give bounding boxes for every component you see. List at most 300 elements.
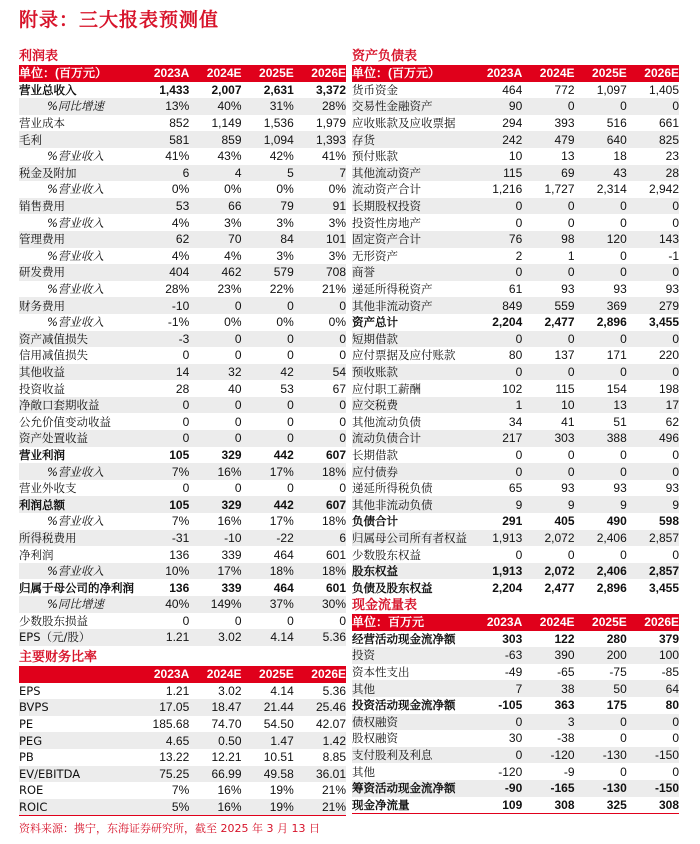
row-label: 利润总额 — [19, 496, 137, 513]
row-value: 0 — [189, 430, 241, 447]
row-value: 17% — [242, 463, 294, 480]
row-value: 0 — [294, 397, 346, 414]
row-label: BVPS — [19, 699, 137, 716]
row-value: 0 — [137, 430, 189, 447]
row-value: 0 — [287, 481, 294, 496]
row-value: 1,913 — [470, 530, 522, 547]
row-label: 资产减值损失 — [19, 331, 137, 348]
row-value: -120 — [522, 747, 574, 764]
row-label: ROIC — [19, 799, 137, 816]
row-label: %营业收入 — [47, 215, 104, 230]
row-label: 其他非流动资产 — [352, 297, 470, 314]
row-label: 无形资产 — [352, 248, 398, 263]
row-value: 0 — [620, 447, 627, 462]
row-value: 607 — [294, 496, 346, 513]
table-row — [19, 148, 346, 165]
row-label: EPS（元/股） — [19, 629, 137, 646]
row-value: 0 — [522, 98, 574, 115]
row-label: 投资活动现金流净额 — [352, 698, 456, 713]
row-value: 3 — [522, 714, 574, 731]
row-value: 0 — [522, 364, 574, 381]
row-value: 101 — [294, 231, 346, 248]
row-value: 18 — [613, 149, 627, 164]
row-label: %营业收入 — [47, 315, 104, 330]
row-label: 信用减值损失 — [19, 348, 88, 363]
row-label: 投资 — [352, 647, 470, 664]
row-value: 40% — [189, 98, 241, 115]
row-value: 0 — [575, 331, 627, 348]
row-value: 28 — [627, 165, 679, 182]
table-row — [352, 530, 679, 547]
table-row — [19, 563, 346, 580]
row-value: 852 — [169, 116, 190, 131]
cash-flow-statement — [352, 597, 679, 814]
year-header: 2024E — [522, 614, 574, 631]
row-label: PEG — [19, 732, 137, 749]
table-row — [352, 248, 679, 265]
row-value: 0 — [567, 547, 575, 562]
row-value: -120 — [498, 764, 523, 779]
row-value: 43 — [575, 165, 627, 182]
table-row — [352, 231, 679, 248]
row-value: 171 — [606, 348, 627, 363]
row-value: 38 — [522, 680, 574, 697]
row-label: 长期股权投资 — [352, 198, 470, 215]
table-row — [352, 714, 679, 731]
row-label: 长期借款 — [352, 447, 398, 462]
row-label: 研发费用 — [19, 264, 137, 281]
row-value: 1,094 — [242, 131, 294, 148]
table-row — [19, 331, 346, 348]
row-value: 849 — [470, 297, 522, 314]
row-value: -31 — [137, 530, 189, 547]
row-label: 货币资金 — [352, 82, 398, 97]
balance-table — [352, 65, 679, 596]
table-row — [352, 797, 679, 814]
row-value: 479 — [522, 131, 574, 148]
row-value: 137 — [554, 348, 575, 363]
row-value: 105 — [137, 496, 189, 513]
row-value: -75 — [609, 665, 627, 680]
year-header: 2025E — [575, 65, 627, 82]
row-value: 102 — [502, 381, 523, 396]
row-value: 496 — [627, 430, 679, 447]
year-header: 2023A — [137, 666, 189, 683]
row-value: 41 — [561, 414, 575, 429]
row-value: 339 — [221, 580, 242, 595]
table-row — [19, 264, 346, 281]
row-value: 1.21 — [165, 683, 190, 698]
row-value: 3% — [224, 215, 242, 230]
row-value: -9 — [563, 764, 575, 779]
row-value: 462 — [189, 264, 241, 281]
row-value: 74.70 — [211, 717, 242, 732]
row-value: 294 — [502, 116, 523, 131]
row-value: 0 — [627, 331, 679, 348]
row-value: 93 — [561, 282, 575, 297]
table-row — [352, 780, 679, 797]
row-value: 859 — [189, 131, 241, 148]
row-value: 4.14 — [242, 629, 294, 646]
table-row — [352, 413, 679, 430]
row-value: 291 — [502, 514, 523, 529]
row-value: 80 — [508, 348, 523, 363]
row-value: 7% — [137, 463, 189, 480]
row-value: 0 — [242, 397, 294, 414]
row-value: 1.21 — [137, 629, 189, 646]
table-row — [19, 314, 346, 331]
row-value: 200 — [575, 647, 627, 664]
row-value: 40% — [137, 596, 189, 613]
row-value: 369 — [575, 297, 627, 314]
row-value: 3,455 — [648, 315, 679, 330]
row-value: -63 — [470, 647, 522, 664]
row-value: 17.05 — [137, 699, 189, 716]
row-value: 390 — [522, 647, 574, 664]
row-value: 19% — [242, 799, 294, 816]
row-value: 14 — [137, 364, 189, 381]
row-value: 7% — [171, 783, 190, 798]
row-label: 应交税费 — [352, 397, 470, 414]
table-header-row — [19, 666, 346, 683]
row-label: 筹资活动现金流净额 — [352, 780, 470, 797]
row-value: 308 — [658, 797, 679, 812]
row-value: 3% — [276, 248, 294, 263]
row-value: 0 — [627, 98, 679, 115]
row-value: 490 — [606, 514, 627, 529]
table-row — [352, 314, 679, 331]
row-value: 3% — [328, 215, 346, 230]
row-value: 1,097 — [596, 82, 627, 97]
row-value: 66 — [189, 198, 241, 215]
row-value: 4.14 — [270, 683, 294, 698]
row-value: -1 — [668, 248, 679, 263]
row-value: 93 — [665, 481, 679, 496]
row-value: 185.68 — [152, 717, 190, 732]
row-value: 41% — [321, 149, 346, 164]
table-row — [352, 148, 679, 165]
row-value: 10 — [508, 149, 523, 164]
year-header: 2023A — [470, 65, 522, 82]
row-value: 379 — [658, 631, 679, 646]
row-label: 归属母公司所有者权益 — [352, 530, 470, 547]
table-row — [352, 579, 679, 596]
table-row — [19, 413, 346, 430]
table-row — [19, 699, 346, 716]
row-label: 固定资产合计 — [352, 231, 470, 248]
table-row — [19, 281, 346, 298]
row-value: 13 — [561, 149, 575, 164]
row-label: 财务费用 — [19, 297, 137, 314]
row-value: -105 — [498, 698, 523, 713]
row-value: 0 — [470, 198, 522, 215]
row-label: 负债合计 — [352, 514, 398, 529]
row-value: 0 — [287, 414, 294, 429]
row-value: 6 — [137, 165, 189, 182]
row-value: 242 — [470, 131, 522, 148]
row-value: -22 — [242, 530, 294, 547]
row-value: 9 — [522, 496, 574, 513]
year-header: 2025E — [242, 666, 294, 683]
row-value: 0 — [567, 447, 575, 462]
row-value: 325 — [606, 797, 627, 812]
year-header: 2026E — [294, 65, 346, 82]
row-value: 42.07 — [315, 717, 346, 732]
row-value: -85 — [661, 665, 679, 680]
row-value: 122 — [554, 631, 575, 646]
table-row — [352, 447, 679, 464]
row-value: -130 — [575, 780, 627, 797]
row-value: 79 — [242, 198, 294, 215]
year-header: 2023A — [470, 614, 522, 631]
row-value: 308 — [554, 797, 575, 812]
row-label: 营业外收支 — [19, 481, 77, 496]
row-value: 23 — [665, 149, 679, 164]
row-value: 825 — [627, 131, 679, 148]
row-label: %营业收入 — [47, 248, 104, 263]
table-row — [352, 181, 679, 198]
row-value: -90 — [470, 780, 522, 797]
row-label: 净利润 — [19, 547, 54, 562]
row-value: 53 — [137, 198, 189, 215]
table-header-row — [352, 65, 679, 82]
row-value: 30 — [508, 731, 523, 746]
row-label: %同比增速 — [19, 98, 137, 115]
row-value: 598 — [658, 514, 679, 529]
row-value: 17% — [189, 563, 241, 580]
row-label: 存货 — [352, 131, 470, 148]
row-value: 18% — [242, 563, 294, 580]
row-value: 1,979 — [315, 116, 346, 131]
row-value: 10.51 — [263, 750, 294, 765]
row-value: 143 — [627, 231, 679, 248]
row-value: 0 — [627, 714, 679, 731]
table-row — [352, 747, 679, 764]
row-value: 43% — [217, 149, 242, 164]
row-label: 销售费用 — [19, 198, 137, 215]
row-value: 0 — [620, 215, 627, 230]
row-value: 13.22 — [159, 750, 190, 765]
row-value: 62 — [137, 231, 189, 248]
row-value: 2,314 — [596, 182, 627, 197]
row-value: 442 — [242, 496, 294, 513]
row-value: 3% — [328, 248, 346, 263]
row-label: 毛利 — [19, 131, 137, 148]
row-value: 303 — [522, 430, 574, 447]
row-value: 18.47 — [189, 699, 241, 716]
row-value: 54.50 — [263, 717, 294, 732]
row-value: 0 — [137, 397, 189, 414]
row-value: 0 — [575, 98, 627, 115]
financial-ratios — [19, 649, 346, 816]
row-value: 50 — [575, 680, 627, 697]
row-value: 404 — [137, 264, 189, 281]
row-value: 0 — [575, 198, 627, 215]
row-value: 84 — [242, 231, 294, 248]
row-value: 0 — [189, 397, 241, 414]
row-value: 175 — [606, 698, 627, 713]
table-row — [352, 331, 679, 348]
row-value: 53 — [280, 381, 294, 396]
row-value: 0 — [522, 198, 574, 215]
table-row — [19, 799, 346, 816]
row-value: 0.50 — [189, 732, 241, 749]
row-label: 现金净流量 — [352, 797, 410, 812]
row-value: 0 — [234, 414, 242, 429]
table-row — [19, 732, 346, 749]
row-value: 2,072 — [522, 530, 574, 547]
row-value: -165 — [522, 780, 574, 797]
row-label: 递延所得税资产 — [352, 282, 433, 297]
year-header: 2025E — [242, 65, 294, 82]
row-value: 91 — [294, 198, 346, 215]
row-value: 0 — [672, 764, 679, 779]
row-value: 0 — [470, 264, 522, 281]
row-value: 149% — [189, 596, 241, 613]
row-value: 69 — [522, 165, 574, 182]
row-value: 6 — [294, 530, 346, 547]
row-value: 31% — [242, 98, 294, 115]
row-value: 464 — [502, 82, 523, 97]
row-value: 80 — [665, 698, 679, 713]
table-row — [19, 496, 346, 513]
row-value: 0 — [339, 348, 346, 363]
row-label: 其他收益 — [19, 364, 137, 381]
row-value: -10 — [137, 297, 189, 314]
row-label: %营业收入 — [47, 182, 104, 197]
row-value: 136 — [169, 580, 190, 595]
row-value: 17 — [627, 397, 679, 414]
row-value: 0 — [182, 481, 190, 496]
row-label: PE — [19, 717, 34, 732]
table-row — [352, 98, 679, 115]
row-value: 75.25 — [137, 766, 189, 783]
row-value: 0% — [171, 182, 190, 197]
table-row — [19, 131, 346, 148]
row-value: -150 — [627, 747, 679, 764]
table-row — [19, 248, 346, 265]
row-value: 0 — [294, 297, 346, 314]
row-value: 2 — [515, 248, 523, 263]
unit-label: 单位：百万元 — [352, 614, 470, 631]
row-value: 100 — [627, 647, 679, 664]
row-value: 0 — [672, 731, 679, 746]
row-value: 303 — [502, 631, 523, 646]
table-row — [19, 546, 346, 563]
table-row — [352, 730, 679, 747]
row-value: 9 — [627, 496, 679, 513]
row-value: 442 — [273, 447, 294, 462]
table-header-row — [352, 614, 679, 631]
row-value: 0 — [672, 547, 679, 562]
row-label: 其他流动负债 — [352, 414, 421, 429]
row-value: 1.42 — [294, 732, 346, 749]
table-row — [19, 430, 346, 447]
row-value: 2,942 — [648, 182, 679, 197]
row-label: 营业总收入 — [19, 82, 77, 97]
row-value: 28% — [294, 98, 346, 115]
row-value: -65 — [557, 665, 575, 680]
row-label: 其他非流动负债 — [352, 496, 470, 513]
row-value: 115 — [555, 381, 575, 396]
row-label: 少数股东权益 — [352, 547, 421, 562]
row-value: -3 — [137, 331, 189, 348]
row-value: 1 — [470, 397, 522, 414]
table-row — [19, 613, 346, 630]
table-row — [19, 766, 346, 783]
row-value: 1.47 — [242, 732, 294, 749]
row-value: 2,072 — [522, 563, 574, 580]
row-value: 329 — [221, 447, 242, 462]
row-value: 8.85 — [322, 750, 346, 765]
cashflow-table — [352, 614, 679, 813]
row-value: 581 — [137, 131, 189, 148]
table-row — [19, 364, 346, 381]
row-value: 0 — [470, 364, 522, 381]
row-label: %营业收入 — [47, 514, 104, 529]
row-value: 220 — [658, 348, 679, 363]
table-row — [19, 82, 346, 99]
row-value: 4% — [171, 248, 190, 263]
row-value: 0 — [620, 248, 627, 263]
row-value: 7 — [470, 680, 522, 697]
row-label: 其他 — [352, 764, 375, 779]
row-value: 1,393 — [294, 131, 346, 148]
table-row — [352, 82, 679, 99]
row-value: 115 — [470, 165, 522, 182]
row-label: ROE — [19, 783, 44, 798]
row-value: 329 — [189, 496, 241, 513]
row-value: 12.21 — [211, 750, 242, 765]
row-value: 42 — [242, 364, 294, 381]
balance-sheet-title: 资产负债表 — [352, 49, 418, 64]
row-label: 资本性支出 — [352, 665, 410, 680]
row-label: %营业收入 — [19, 463, 137, 480]
row-value: 7 — [294, 165, 346, 182]
row-value: 280 — [606, 631, 627, 646]
row-label: %同比增速 — [19, 596, 137, 613]
row-label: 其他 — [352, 680, 470, 697]
row-label: 管理费用 — [19, 231, 137, 248]
row-label: 营业成本 — [19, 116, 65, 131]
row-value: 3,372 — [315, 82, 346, 97]
row-value: 37% — [242, 596, 294, 613]
table-row — [352, 430, 679, 447]
row-value: 9 — [575, 496, 627, 513]
table-row — [19, 716, 346, 733]
row-value: 601 — [325, 580, 346, 595]
row-value: 9 — [470, 496, 522, 513]
row-value: 0 — [567, 215, 575, 230]
table-row — [352, 480, 679, 497]
row-value: 0 — [522, 463, 574, 480]
table-row — [352, 198, 679, 215]
table-row — [19, 683, 346, 700]
year-header: 2024E — [189, 65, 241, 82]
row-value: 17% — [269, 514, 294, 529]
table-row — [19, 782, 346, 799]
row-value: 0 — [575, 264, 627, 281]
row-value: 1,536 — [263, 116, 294, 131]
row-value: 16% — [217, 783, 242, 798]
table-row — [352, 115, 679, 132]
row-label: EV/EBITDA — [19, 766, 137, 783]
row-value: 76 — [470, 231, 522, 248]
row-value: 90 — [470, 98, 522, 115]
row-value: 0 — [470, 463, 522, 480]
row-value: 2,896 — [596, 580, 627, 595]
row-value: 109 — [502, 797, 523, 812]
